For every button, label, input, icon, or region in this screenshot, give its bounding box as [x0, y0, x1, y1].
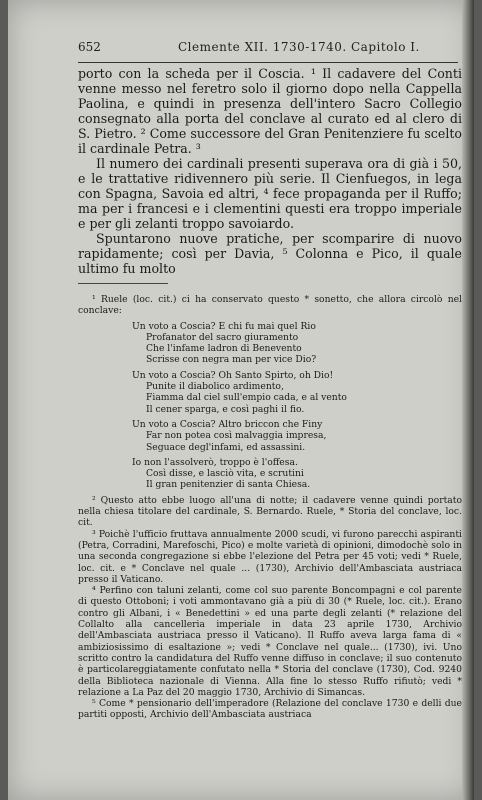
sonnet-stanza	[132, 321, 462, 366]
running-title: Clemente XII. 1730-1740. Capitolo I.	[178, 40, 420, 54]
verse-line: Seguace degl'infami, ed assassini.	[146, 441, 306, 453]
verse-line: Far non potea così malvaggia impresa,	[146, 430, 327, 442]
main-paragraph: Spuntarono nuove pratiche, per scomparire di nuovo rapidamente; così per Davia, ⁵ Colonna e Pico, il quale ultimo fu molto	[78, 231, 462, 276]
sonnet-stanza	[132, 419, 462, 453]
verse-line: Io non l'assolverò, troppo è l'offesa.	[132, 456, 298, 468]
sonnet-stanza	[132, 457, 462, 491]
book-page	[8, 0, 474, 800]
sonnet	[132, 321, 462, 491]
footnote-5: ⁵ Come * pensionario dell'imperadore (Relazione del conclave 1730 e delli due partiti opposti, Archivio dell'Ambasciata austriaca	[78, 698, 462, 721]
footnote-2: ² Questo atto ebbe luogo all'una di notte; il cadavere venne quindi portato nella chiesa titolare del cardinale, S. Bernardo. Ruele, * Storia del conclave, loc. cit.	[78, 494, 462, 529]
verse-line: Scrisse con negra man per vice Dio?	[146, 354, 317, 366]
page-number: 652	[78, 40, 101, 54]
verse-line: Un voto a Coscia? E chi fu mai quel Rio	[132, 320, 316, 332]
main-paragraph: porto con la scheda per il Coscia. ¹ Il cadavere del Conti venne messo nel feretro solo il giorno dopo nella Cappella Paolina, e quindi in presenza dell'intero Sacro Collegio consegnato alla porta del conclave al curato ed al clero di S. Pietro. ² Come successore del Gran Penitenziere fu scelto il cardinale Petra. ³	[78, 66, 462, 156]
verse-line: Profanator del sacro giuramento	[146, 331, 299, 343]
footnote-separator	[78, 283, 168, 284]
verse-line: Fiamma dal ciel sull'empio cada, e al vento	[146, 392, 347, 404]
main-text	[78, 66, 462, 276]
footnote-3: ³ Poichè l'ufficio fruttava annualmente 2000 scudi, vi furono parecchi aspiranti (Petra, Corradini, Marefoschi, Pico) e molte varietà di opinioni, dimodochè solo in una seconda congregazione si ebbe l'elezione del Petra per 45 voti; vedi * Ruele, loc. cit. e * Conclave nel quale ... (1730), Archivio dell'Ambasciata austriaca presso il Vaticano.	[78, 528, 462, 585]
running-header	[78, 40, 458, 54]
verse-line: Che l'infame ladron di Benevento	[146, 343, 302, 355]
footnotes	[78, 294, 462, 721]
footnote-4: ⁴ Perfino con taluni zelanti, come col suo parente Boncompagni e col parente di questo Ottoboni; i voti ammontavano già a più di 30 (* Ruele, loc. cit.). Erano contro gli Albani, i « Benedettini » ed una parte degli zelanti (* relazione del Collalto alla cancelleria imperiale in data 23 aprile 1730, Archivio dell'Ambasciata austriaca presso il Vaticano). Il Ruffo aveva larga fama di « ambiziosissimo di esaltazione »; vedi * Conclave nel quale... (1730), ivi. Uno scritto contro la candidatura del Ruffo venne diffuso in conclave; il suo contenuto è particolareggiatamente confutato nella * Storia del conclave (1730), Cod. 9240 della Biblioteca nazionale di Vienna. Alla fine lo stesso Ruffo rifiutò; vedi * relazione a La Paz del 20 maggio 1730, Archivio di Simancas.	[78, 585, 462, 698]
verse-line: Un voto a Coscia? Oh Santo Spirto, oh Dio!	[132, 369, 334, 381]
page-body	[78, 66, 462, 721]
verse-line: Il cener sparga, e così paghi il fio.	[146, 403, 305, 415]
main-paragraph: Il numero dei cardinali presenti superava ora di già i 50, e le trattative ridivennero più serie. Il Cienfuegos, in lega con Spagna, Savoia ed altri, ⁴ fece propaganda per il Ruffo; ma per i francesi e i clementini questi era troppo imperiale e per gli zelanti troppo savoiardo.	[78, 156, 462, 231]
page-edge-shadow	[462, 0, 474, 800]
footnote-1-intro: ¹ Ruele (loc. cit.) ci ha conservato questo * sonetto, che allora circolò nel conclave:	[78, 294, 462, 317]
verse-line: Un voto a Coscia? Altro briccon che Finy	[132, 418, 323, 430]
sonnet-stanza	[132, 370, 462, 415]
verse-line: Così disse, e lasciò vita, e scrutini	[146, 468, 304, 480]
verse-line: Il gran penitenzier di santa Chiesa.	[146, 479, 311, 491]
header-rule	[78, 62, 458, 63]
verse-line: Punite il diabolico ardimento,	[146, 381, 284, 393]
